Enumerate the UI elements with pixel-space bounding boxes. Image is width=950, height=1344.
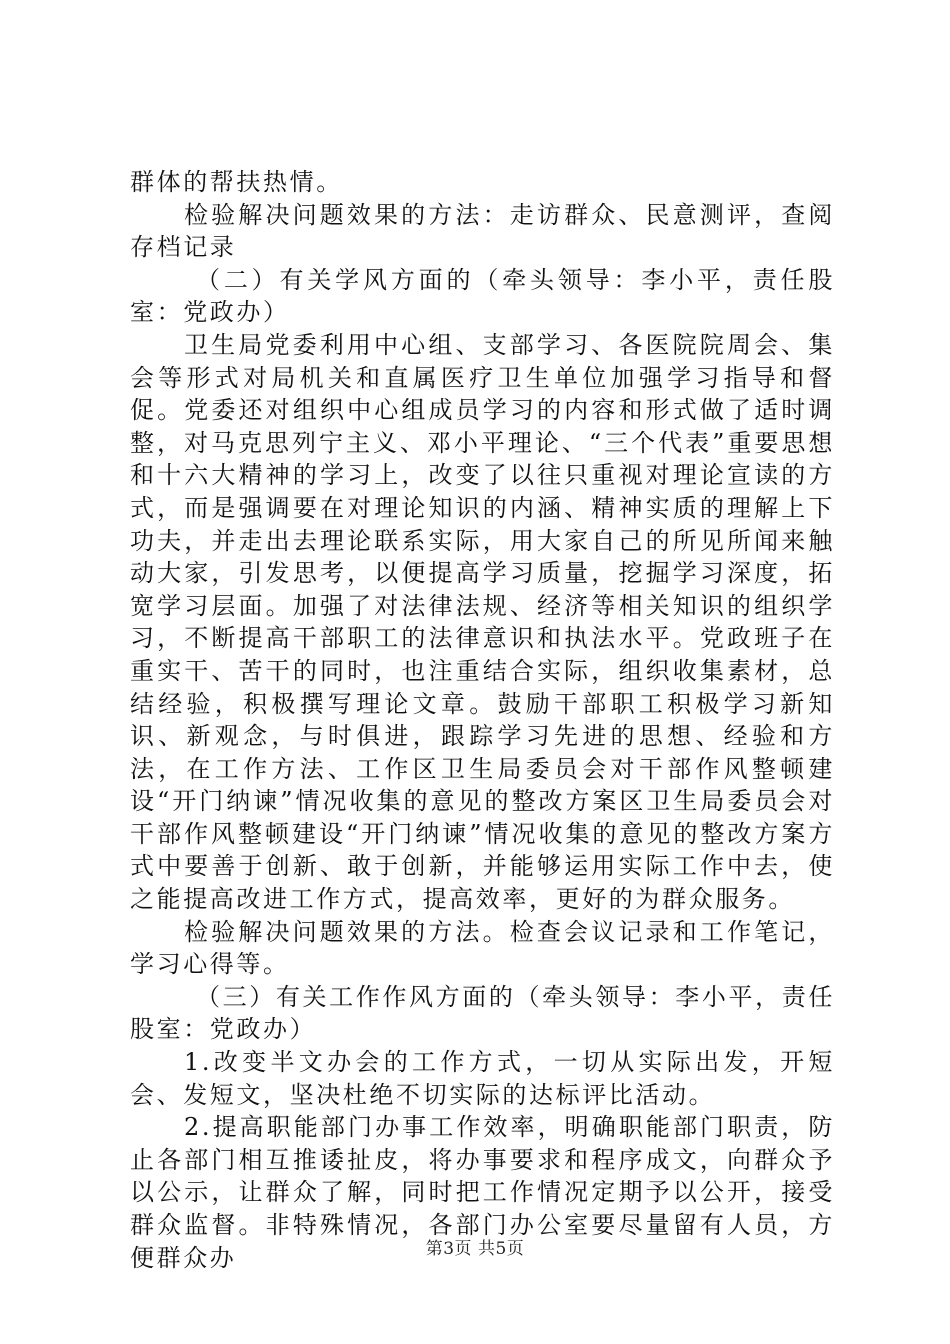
section-heading-study-style: （二）有关学风方面的（牵头领导：李小平，责任股室：党政办）: [130, 265, 835, 327]
paragraph-item-1: 1.改变半文办会的工作方式，一切从实际出发，开短会、发短文，坚决杜绝不切实际的达标评比活动。: [130, 1048, 835, 1109]
paragraph-item-2: 2.提高职能部门办事工作效率，明确职能部门职责，防止各部门相互推诿扯皮，将办事要求和程序成文，向群众予以公示，让群众了解，同时把工作情况定期予以公开，接受群众监督。非特殊情况，各部门办公室要尽量留有人员，方便群众办: [130, 1113, 835, 1272]
paragraph-continuation: 群体的帮扶热情。: [130, 168, 343, 196]
document-body: [130, 166, 835, 1274]
paragraph-study-measures: 卫生局党委利用中心组、支部学习、各医院院周会、集会等形式对局机关和直属医疗卫生单位加强学习指导和督促。党委还对组织中心组成员学习的内容和形式做了适时调整，对马克思列宁主义、邓小平理论、“三个代表”重要思想和十六大精神的学习上，改变了以往只重视对理论宣读的方式，而是强调要在对理论知识的内涵、精神实质的理解上下功夫，并走出去理论联系实际，用大家自己的所见所闻来触动大家，引发思考，以便提高学习质量，挖掘学习深度，拓宽学习层面。加强了对法律法规、经济等相关知识的组织学习，不断提高干部职工的法律意识和执法水平。党政班子在重实干、苦干的同时，也注重结合实际，组织收集素材，总结经验，积极撰写理论文章。鼓励干部职工积极学习新知识、新观念，与时俱进，跟踪学习先进的思想、经验和方法，在工作方法、工作区卫生局委员会对干部作风整顿建设“开门纳谏”情况收集的意见的整改方案区卫生局委员会对干部作风整顿建设“开门纳谏”情况收集的意见的整改方案方式中要善于创新、敢于创新，并能够运用实际工作中去，使之能提高改进工作方式，提高效率，更好的为群众服务。: [130, 330, 835, 914]
page-number-footer: 第3页 共5页: [425, 1239, 525, 1259]
section-heading-work-style: （三）有关工作作风方面的（牵头领导：李小平，责任股室：党政办）: [130, 982, 835, 1044]
paragraph-verification-method-2: 检验解决问题效果的方法。检查会议记录和工作笔记，学习心得等。: [130, 917, 835, 979]
paragraph-verification-method-1: 检验解决问题效果的方法：走访群众、民意测评，查阅存档记录: [130, 200, 835, 262]
